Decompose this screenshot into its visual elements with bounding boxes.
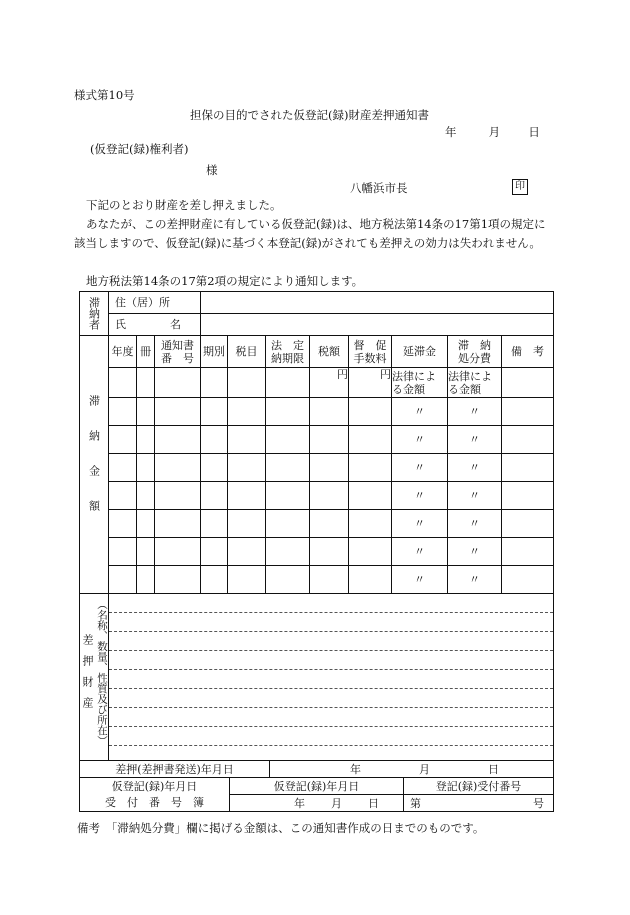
document-date (445, 124, 540, 140)
cell[interactable] (266, 368, 310, 398)
document-title: 担保の目的でされた仮登記(録)財産差押通知書 (190, 108, 429, 122)
late-ditto[interactable]: 〃 (392, 482, 448, 510)
col-disposal: 滞 納 処分費 (448, 336, 502, 368)
prov-reg-date-label: 仮登記(録)年月日 (230, 778, 404, 795)
address-field[interactable] (201, 292, 554, 314)
tax-amount-yen[interactable]: 円 (310, 368, 349, 398)
cell[interactable] (109, 368, 137, 398)
col-period: 期別 (201, 336, 228, 368)
col-tax-item: 税目 (228, 336, 266, 368)
disposal-ditto[interactable]: 〃 (448, 426, 502, 454)
amount-section-label-cell (80, 336, 109, 594)
date-day: 日 (528, 125, 540, 139)
late-ditto[interactable]: 〃 (392, 398, 448, 426)
late-ditto[interactable]: 〃 (392, 454, 448, 482)
table-row (80, 454, 554, 482)
table-row (80, 510, 554, 538)
paragraph-notice-basis: 地方税法第14条の17第2項の規定により通知します。 (86, 274, 364, 288)
table-row (80, 566, 554, 594)
paragraph-seizure: 下記のとおり財産を差し押えました。 (86, 198, 282, 212)
reg-no-label: 登記(録)受付番号 (404, 778, 554, 795)
col-year: 年度 (109, 336, 137, 368)
col-deadline: 法 定 納期限 (266, 336, 310, 368)
name-label-1: 氏 (115, 318, 126, 331)
late-ditto[interactable]: 〃 (392, 426, 448, 454)
taxpayer-label: 滞納者 (87, 297, 101, 330)
seizure-date-field[interactable]: 年 月 日 (270, 761, 554, 778)
name-label-2: 名 (170, 318, 181, 331)
date-month: 月 (488, 125, 501, 139)
seal-mark: 印 (512, 179, 528, 195)
late-by-law[interactable]: 法律によ る金額 (392, 368, 448, 398)
form-number: 様式第10号 (74, 88, 135, 102)
taxpayer-label-cell (80, 292, 109, 336)
col-notice-no: 通知書 番 号 (155, 336, 201, 368)
registration-table (79, 760, 554, 812)
notice-table (79, 291, 554, 761)
cell[interactable] (201, 368, 228, 398)
col-fee: 督 促 手数料 (349, 336, 392, 368)
cell[interactable] (155, 368, 201, 398)
seized-property-field[interactable] (109, 594, 554, 761)
fee-yen[interactable]: 円 (349, 368, 392, 398)
reg-book-label: 仮登記(録)年月日 受 付 番 号 簿 (80, 778, 230, 812)
name-label (109, 314, 201, 336)
honorific: 様 (206, 163, 218, 177)
table-row (80, 368, 554, 398)
table-row (80, 426, 554, 454)
seized-property-label: 差押財産 (81, 634, 94, 718)
late-ditto[interactable]: 〃 (392, 538, 448, 566)
disposal-by-law[interactable]: 法律によ る金額 (448, 368, 502, 398)
recipient-label: (仮登記(録)権利者) (90, 142, 189, 156)
prov-reg-date-field[interactable]: 年 月 日 (230, 795, 404, 812)
disposal-ditto[interactable]: 〃 (448, 510, 502, 538)
col-volume: 冊 (137, 336, 155, 368)
table-row (80, 482, 554, 510)
late-ditto[interactable]: 〃 (392, 566, 448, 594)
reg-no-field[interactable]: 第 号 (404, 795, 554, 812)
cell[interactable] (137, 368, 155, 398)
seized-property-note: （名称、数量、性質及び所在） (96, 599, 108, 746)
cell[interactable] (228, 368, 266, 398)
col-remarks: 備 考 (502, 336, 554, 368)
footnote: 備考 「滞納処分費」欄に掲げる金額は、この通知書作成の日までのものです。 (77, 821, 485, 835)
seizure-date-label: 差押(差押書発送)年月日 (80, 761, 270, 778)
issuer-mayor: 八幡浜市長 (350, 181, 408, 195)
cell[interactable] (502, 368, 554, 398)
col-late: 延滞金 (392, 336, 448, 368)
disposal-ditto[interactable]: 〃 (448, 398, 502, 426)
disposal-ditto[interactable]: 〃 (448, 538, 502, 566)
disposal-ditto[interactable]: 〃 (448, 566, 502, 594)
col-tax-amount: 税額 (310, 336, 349, 368)
table-row (80, 538, 554, 566)
late-ditto[interactable]: 〃 (392, 510, 448, 538)
seized-property-label-cell (80, 594, 109, 761)
table-row (80, 398, 554, 426)
name-field[interactable] (201, 314, 554, 336)
address-label: 住（居）所 (109, 292, 201, 314)
disposal-ditto[interactable]: 〃 (448, 482, 502, 510)
date-year: 年 (445, 125, 457, 139)
amount-section-label: 滞納金額 (87, 394, 101, 535)
disposal-ditto[interactable]: 〃 (448, 454, 502, 482)
paragraph-legal-effect: あなたが、この差押財産に有している仮登記(録)は、地方税法第14条の17第1項の規定に該当しますので、仮登記(録)に基づく本登記(録)がされても差押えの効力は失われません。 (74, 217, 546, 250)
